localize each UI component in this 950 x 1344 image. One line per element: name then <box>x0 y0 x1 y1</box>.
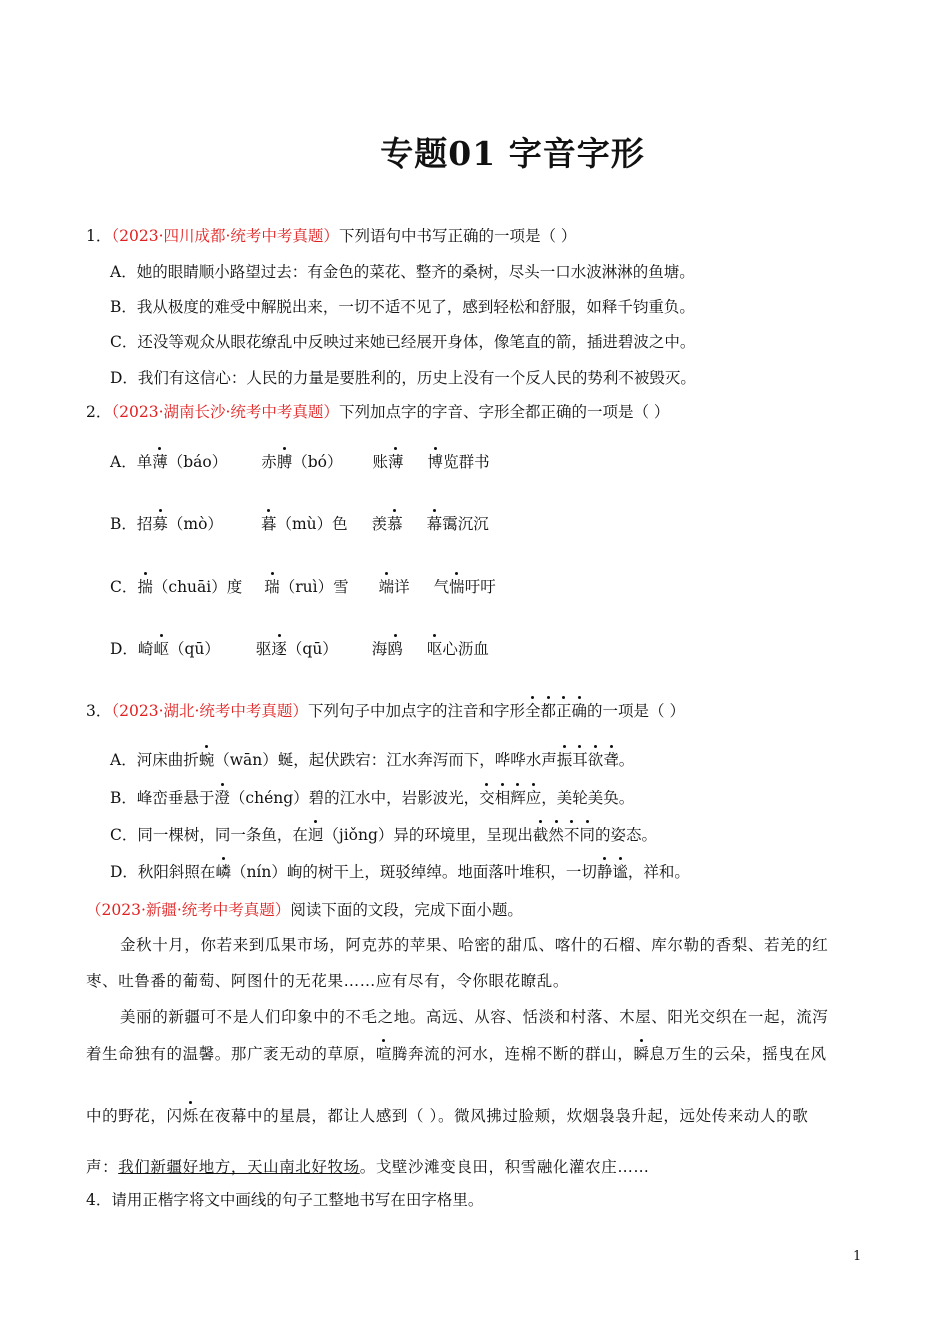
question-source: （2023·湖南长沙·统考中考真题） <box>111 403 339 421</box>
dotted-char: 全 <box>524 702 541 720</box>
dotted-char: 正 <box>555 702 572 720</box>
question-3: 3．（2023·湖北·统考中考真题）下列句子中加点字的注音和字形全都正确的一项是（ ） <box>86 702 685 720</box>
q2-option-b: B．招募（mò） 暮（mù）色 羡慕 幕霭沉沉 <box>110 515 489 533</box>
passage-line: 金秋十月，你若来到瓜果市场，阿克苏的苹果、哈密的甜瓜、喀什的石榴、库尔勒的香梨、若羌的红 <box>120 936 829 954</box>
passage-line: 着生命独有的温馨。那广袤无动的草原，喧腾奔流的河水，连棉不断的群山，瞬息万生的云朵，摇曳在风 <box>86 1045 827 1063</box>
page-title: 专题01 字音字形 <box>380 134 645 173</box>
passage-line: 中的野花，闪烁在夜幕中的星晨，都让人感到（ ）。微风拂过脸颊，炊烟袅袅升起，远处传来动人的歌 <box>86 1107 809 1125</box>
passage-line: 枣、吐鲁番的葡萄、阿图什的无花果……应有尽有，令你眼花瞭乱。 <box>86 972 570 990</box>
q1-option-d: D．我们有这信心：人民的力量是要胜利的，历史上没有一个反人民的势利不被毁灭。 <box>110 369 696 387</box>
question-stem: 下列语句中书写正确的一项是（ ） <box>338 227 577 245</box>
dotted-char: 不 <box>563 826 580 844</box>
question-number: 3． <box>86 702 112 720</box>
dotted-char: 振 <box>556 751 573 769</box>
dotted-char: 辉 <box>510 789 526 807</box>
q3-option-d: D．秋阳斜照在嶙（nín）峋的树干上，斑驳绰绰。地面落叶堆积，一切静谧，祥和。 <box>110 863 690 881</box>
underlined-sentence: 我们新疆好地方，天山南北好牧场 <box>118 1158 360 1176</box>
dotted-char: 应 <box>525 789 542 807</box>
dotted-char: 谧 <box>612 863 628 881</box>
passage-intro: （2023·新疆·统考中考真题）阅读下面的文段，完成下面小题。 <box>86 901 523 919</box>
q2-option-c: C．揣（chuāi）度 瑞（ruì）雪 端详 气惴吁吁 <box>110 578 496 596</box>
q1-option-a: A．她的眼睛顺小路望过去：有金色的菜花、整齐的桑树，尽头一口水波淋淋的鱼塘。 <box>110 263 695 281</box>
q1-option-c: C．还没等观众从眼花缭乱中反映过来她已经展开身体，像笔直的箭，插进碧波之中。 <box>110 333 696 351</box>
q3-option-a: A．河床曲折蜿（wān）蜒，起伏跌宕：江水奔泻而下，哗哗水声振耳欲聋。 <box>110 751 635 769</box>
question-stem: 下列加点字的字音、字形全都正确的一项是（ ） <box>338 403 670 421</box>
dotted-emphasis <box>525 702 587 720</box>
question-source: （2023·四川成都·统考中考真题） <box>111 227 339 245</box>
question-1 <box>86 226 576 246</box>
dotted-char: 然 <box>548 826 564 844</box>
dotted-char: 都 <box>540 702 556 720</box>
question-source: （2023·新疆·统考中考真题） <box>86 901 291 919</box>
passage-line: 声：我们新疆好地方，天山南北好牧场。戈壁沙滩变良田，积雪融化灌农庄…… <box>86 1158 650 1176</box>
page-number: 1 <box>853 1249 862 1264</box>
dotted-char: 截 <box>532 826 549 844</box>
dotted-char: 静 <box>596 863 613 881</box>
dotted-char: 耳 <box>572 751 588 769</box>
passage-line: 美丽的新疆可不是人们印象中的不毛之地。高远、从容、恬淡和村落、木屋、阳光交织在一起，流泻 <box>120 1008 829 1026</box>
question-number: 2． <box>86 403 112 421</box>
dotted-char: 交 <box>479 789 495 807</box>
dotted-char: 同 <box>579 826 595 844</box>
q2-option-a: A．单薄（báo） 赤膊（bó） 账薄 博览群书 <box>110 453 490 471</box>
q2-option-d: D．崎岖（qū） 驱逐（qū） 海鸥 呕心沥血 <box>110 640 489 658</box>
dotted-char: 相 <box>494 789 511 807</box>
question-4: 4．请用正楷字将文中画线的句子工整地书写在田字格里。 <box>86 1191 484 1209</box>
question-2 <box>86 402 669 422</box>
question-number: 1． <box>86 227 112 245</box>
dotted-char: 确 <box>571 702 588 720</box>
question-source: （2023·湖北·统考中考真题） <box>111 702 308 720</box>
dotted-char: 欲 <box>587 751 604 769</box>
q1-option-b: B．我从极度的难受中解脱出来，一切不适不见了，感到轻松和舒服，如释千钧重负。 <box>110 298 695 316</box>
q3-option-c: C．同一棵树，同一条鱼，在迥（jiǒng）异的环境里，呈现出截然不同的姿态。 <box>110 826 657 844</box>
q3-option-b: B．峰峦垂悬于澄（chéng）碧的江水中，岩影波光，交相辉应，美轮美奂。 <box>110 789 635 807</box>
dotted-char: 聋 <box>603 751 619 769</box>
